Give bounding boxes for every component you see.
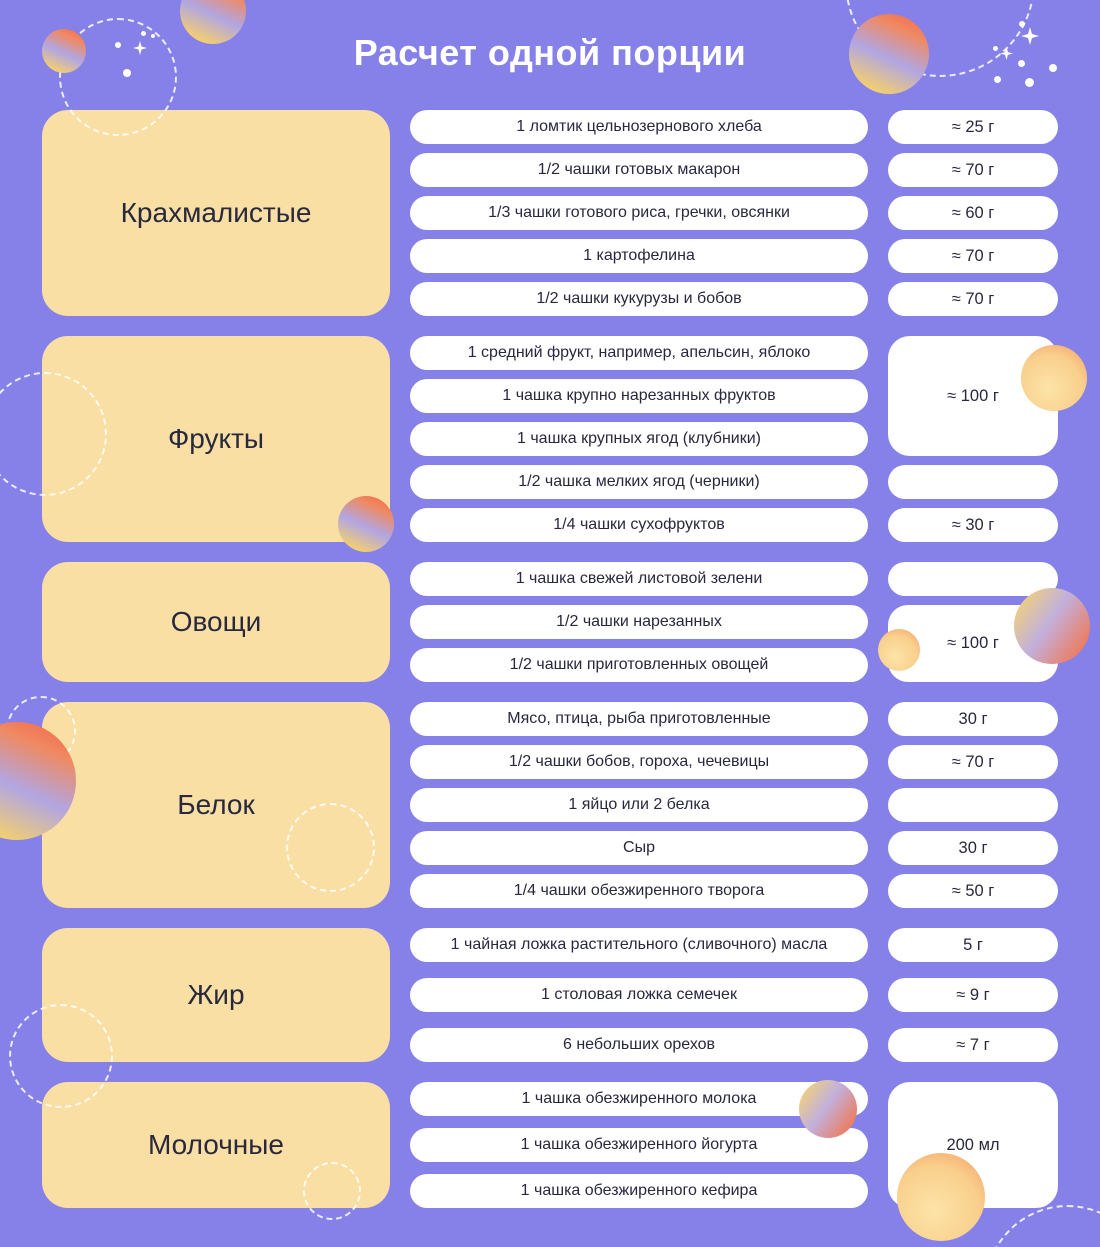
category-box [42,336,390,542]
weights-column [888,928,1058,1062]
weights-column [888,1082,1058,1208]
food-items-column [410,702,868,908]
food-item-pill: Мясо, птица, рыба приготовленные [410,702,868,736]
food-items-column [410,336,868,542]
food-item-pill: 1/4 чашки обезжиренного творога [410,874,868,908]
category-label: Крахмалистые [120,197,312,228]
food-item-pill: 1/2 чашки приготовленных овощей [410,648,868,682]
category-label: Овощи [170,606,262,637]
weight-pill: ≈ 30 г [888,508,1058,542]
weights-column [888,110,1058,316]
section-1 [42,336,1058,542]
food-items-column [410,562,868,682]
weight-pill: 5 г [888,928,1058,962]
weight-pill: ≈ 100 г [888,336,1058,456]
food-item-pill: 1 чашка обезжиренного йогурта [410,1128,868,1162]
category-label: Жир [187,979,245,1010]
food-item-pill: 1 чашка свежей листовой зелени [410,562,868,596]
food-item-pill: 1 яйцо или 2 белка [410,788,868,822]
weight-pill-empty [888,788,1058,822]
food-items-column [410,1082,868,1208]
section-4 [42,928,1058,1062]
section-3 [42,702,1058,908]
weight-pill: ≈ 25 г [888,110,1058,144]
weight-pill: 30 г [888,831,1058,865]
food-item-pill: 1 чайная ложка растительного (сливочного) масла [410,928,868,962]
weight-pill: 200 мл [888,1082,1058,1208]
weight-pill-empty [888,465,1058,499]
page-title: Расчет одной порции [353,32,747,73]
food-item-pill: 1/3 чашки готового риса, гречки, овсянки [410,196,868,230]
category-box [42,562,390,682]
weight-pill: 30 г [888,702,1058,736]
weight-pill: ≈ 50 г [888,874,1058,908]
food-item-pill: 1/2 чашки бобов, гороха, чечевицы [410,745,868,779]
food-item-pill: 1/2 чашки нарезанных [410,605,868,639]
section-0 [42,110,1058,316]
food-item-pill: 1 чашка обезжиренного молока [410,1082,868,1116]
food-item-pill: 1 чашка крупных ягод (клубники) [410,422,868,456]
category-label: Молочные [148,1129,284,1160]
weight-pill: ≈ 70 г [888,745,1058,779]
food-items-column [410,110,868,316]
weight-pill: ≈ 100 г [888,605,1058,682]
food-item-pill: 1 чашка крупно нарезанных фруктов [410,379,868,413]
category-box [42,1082,390,1208]
weights-column [888,702,1058,908]
weight-pill: ≈ 60 г [888,196,1058,230]
food-item-pill: 1 чашка обезжиренного кефира [410,1174,868,1208]
weight-pill: ≈ 70 г [888,153,1058,187]
food-item-pill: 1/2 чашка мелких ягод (черники) [410,465,868,499]
category-label: Белок [177,789,255,820]
food-items-column [410,928,868,1062]
section-2 [42,562,1058,682]
category-label: Фрукты [167,423,265,454]
food-item-pill: 1/4 чашки сухофруктов [410,508,868,542]
food-item-pill: 1 ломтик цельнозернового хлеба [410,110,868,144]
food-item-pill: 6 небольших орехов [410,1028,868,1062]
food-item-pill: 1 средний фрукт, например, апельсин, яблоко [410,336,868,370]
category-box [42,702,390,908]
food-item-pill: 1 картофелина [410,239,868,273]
weights-column [888,562,1058,682]
category-box [42,928,390,1062]
food-item-pill: 1 столовая ложка семечек [410,978,868,1012]
dot-decoration [994,76,1001,83]
food-item-pill: Сыр [410,831,868,865]
weight-pill-empty [888,562,1058,596]
food-item-pill: 1/2 чашки готовых макарон [410,153,868,187]
weights-column [888,336,1058,542]
sections [42,110,1058,1208]
weight-pill: ≈ 7 г [888,1028,1058,1062]
weight-pill: ≈ 70 г [888,282,1058,316]
weight-pill: ≈ 9 г [888,978,1058,1012]
weight-pill: ≈ 70 г [888,239,1058,273]
section-5 [42,1082,1058,1208]
dashed-circle-decoration [985,1205,1100,1247]
dot-decoration [1019,21,1025,27]
category-box [42,110,390,316]
dot-decoration [1025,78,1034,87]
food-item-pill: 1/2 чашки кукурузы и бобов [410,282,868,316]
